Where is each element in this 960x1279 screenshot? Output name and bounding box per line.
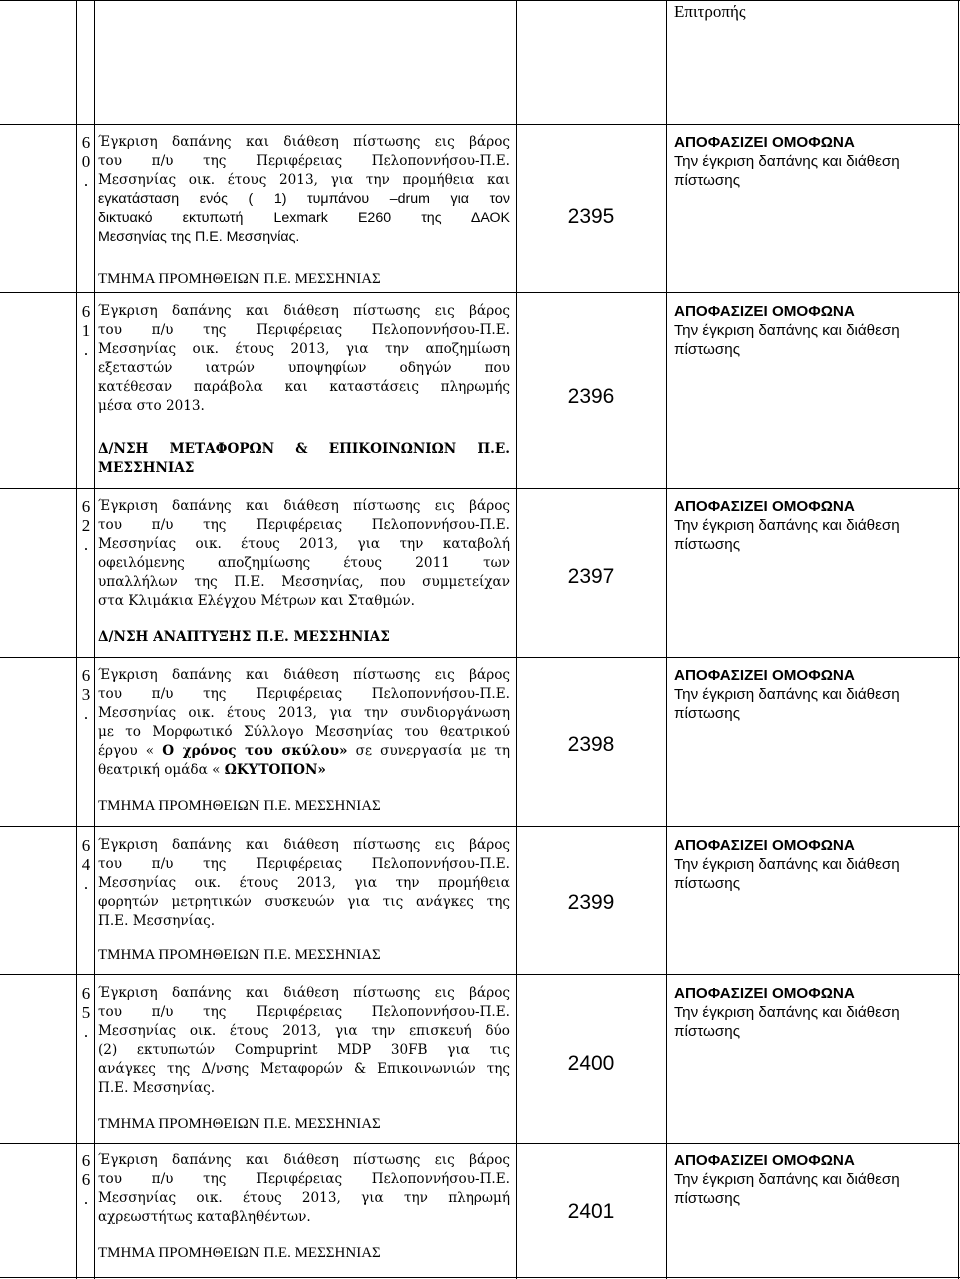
item-description bbox=[98, 302, 510, 416]
row-number bbox=[80, 302, 92, 359]
row-number bbox=[80, 666, 92, 723]
description-line: Μεσσηνίας οικ. έτους 2013, για την καταβολή bbox=[98, 536, 510, 552]
vote-result: ΑΠΟΦΑΣΙΖΕΙ ΟΜΟΦΩΝΑ bbox=[674, 303, 855, 320]
approval-line: πίστωσης bbox=[674, 1190, 741, 1207]
responsible-department: ΤΜΗΜΑ ΠΡΟΜΗΘΕΙΩΝ Π.Ε. ΜΕΣΣΗΝΙΑΣ bbox=[98, 1116, 381, 1132]
row-number-digit: 1 bbox=[81, 321, 91, 340]
vote-result: ΑΠΟΦΑΣΙΖΕΙ ΟΜΟΦΩΝΑ bbox=[674, 667, 855, 684]
row-number-digit: 0 bbox=[81, 152, 91, 171]
row-number bbox=[80, 133, 92, 190]
row-divider bbox=[0, 826, 960, 827]
table-border-number bbox=[94, 0, 95, 1279]
decision-text bbox=[674, 1151, 958, 1208]
description-line: του π/υ της Περιφέρειας Πελοποννήσου-Π.Ε. bbox=[98, 322, 510, 338]
decision-number: 2400 bbox=[567, 1052, 615, 1075]
row-number-digit: . bbox=[83, 1189, 89, 1208]
row-number-digit: . bbox=[83, 704, 89, 723]
decision-number: 2395 bbox=[567, 205, 615, 228]
description-line: του π/υ της Περιφέρειας Πελοποννήσου-Π.Ε. bbox=[98, 153, 510, 169]
approval-line: πίστωσης bbox=[674, 875, 741, 892]
vote-result: ΑΠΟΦΑΣΙΖΕΙ ΟΜΟΦΩΝΑ bbox=[674, 1152, 855, 1169]
description-line: εξεταστών ιατρών υποψηφίων οδηγών που bbox=[98, 360, 510, 376]
approval-line: πίστωσης bbox=[674, 705, 741, 722]
description-line: εγκατάσταση ενός ( 1) τυμπάνου –drum για τον bbox=[98, 191, 510, 207]
responsible-department: ΤΜΗΜΑ ΠΡΟΜΗΘΕΙΩΝ Π.Ε. ΜΕΣΣΗΝΙΑΣ bbox=[98, 798, 381, 814]
decision-number: 2401 bbox=[567, 1200, 615, 1223]
row-divider bbox=[0, 657, 960, 658]
vote-result: ΑΠΟΦΑΣΙΖΕΙ ΟΜΟΦΩΝΑ bbox=[674, 985, 855, 1002]
table-border-description bbox=[516, 0, 517, 1279]
description-line: Μεσσηνίας οικ. έτους 2013, για την πληρωμή bbox=[98, 1190, 510, 1206]
description-line: Μεσσηνίας οικ. έτους 2013, για την αποζημίωση bbox=[98, 341, 510, 357]
theatre-group: ΩΚΥΤΟΠΟΝ» bbox=[224, 762, 326, 778]
description-line: (2) εκτυπωτών Compuprint MDP 30FB για τις bbox=[98, 1042, 510, 1058]
approval-line: πίστωσης bbox=[674, 341, 741, 358]
row-number-digit: 2 bbox=[81, 516, 91, 535]
description-line: Μεσσηνίας οικ. έτους 2013, για την προμήθεια και bbox=[98, 172, 510, 188]
decision-text bbox=[674, 497, 958, 554]
description-line: μέσα στο 2013. bbox=[98, 398, 205, 414]
decision-number: 2397 bbox=[567, 565, 615, 588]
description-line: Έγκριση δαπάνης και διάθεση πίστωσης εις βάρος bbox=[98, 303, 510, 319]
description-line: Έγκριση δαπάνης και διάθεση πίστωσης εις βάρος bbox=[98, 667, 510, 683]
decision-number: 2398 bbox=[567, 733, 615, 756]
row-divider bbox=[0, 124, 960, 125]
description-line: με το Μορφωτικό Σύλλογο Μεσσηνίας του θεατρικού bbox=[98, 724, 510, 740]
responsible-department: Δ/ΝΣΗ ΑΝΑΠΤΥΞΗΣ Π.Ε. ΜΕΣΣΗΝΙΑΣ bbox=[98, 629, 390, 645]
play-title: Ο χρόνος του σκύλου» bbox=[162, 743, 348, 759]
row-number-digit: . bbox=[83, 535, 89, 554]
row-number-digit: 6 bbox=[81, 836, 91, 855]
description-line: θεατρική ομάδα « ΩΚΥΤΟΠΟΝ» bbox=[98, 762, 326, 778]
row-number bbox=[80, 984, 92, 1041]
row-number-digit: 5 bbox=[81, 1003, 91, 1022]
description-line: Μεσσηνίας οικ. έτους 2013, για την συνδιοργάνωση bbox=[98, 705, 510, 721]
approval-line: Την έγκριση δαπάνης και διάθεση bbox=[674, 153, 900, 170]
decision-text bbox=[674, 302, 958, 359]
item-description bbox=[98, 984, 510, 1098]
approval-line: Την έγκριση δαπάνης και διάθεση bbox=[674, 322, 900, 339]
description-line: του π/υ της Περιφέρειας Πελοποννήσου-Π.Ε. bbox=[98, 686, 510, 702]
vote-result: ΑΠΟΦΑΣΙΖΕΙ ΟΜΟΦΩΝΑ bbox=[674, 837, 855, 854]
description-line: Έγκριση δαπάνης και διάθεση πίστωσης εις βάρος bbox=[98, 134, 510, 150]
row-number-digit: 6 bbox=[81, 497, 91, 516]
decision-text bbox=[674, 666, 958, 723]
row-number-digit: 4 bbox=[81, 855, 91, 874]
table-border-left bbox=[76, 0, 77, 1279]
description-line: αχρεωστήτως καταβληθέντων. bbox=[98, 1209, 311, 1225]
row-number-digit: 6 bbox=[81, 666, 91, 685]
row-number-digit: . bbox=[83, 171, 89, 190]
row-number-digit: 6 bbox=[81, 302, 91, 321]
item-description bbox=[98, 1151, 510, 1227]
row-divider bbox=[0, 1277, 960, 1278]
item-description bbox=[98, 666, 510, 780]
description-line: Έγκριση δαπάνης και διάθεση πίστωσης εις βάρος bbox=[98, 498, 510, 514]
responsible-department: ΤΜΗΜΑ ΠΡΟΜΗΘΕΙΩΝ Π.Ε. ΜΕΣΣΗΝΙΑΣ bbox=[98, 947, 381, 963]
approval-line: πίστωσης bbox=[674, 536, 741, 553]
responsible-department: ΤΜΗΜΑ ΠΡΟΜΗΘΕΙΩΝ Π.Ε. ΜΕΣΣΗΝΙΑΣ bbox=[98, 1245, 381, 1261]
row-number-digit: . bbox=[83, 340, 89, 359]
item-description bbox=[98, 497, 510, 611]
item-description bbox=[98, 133, 510, 247]
row-number-digit: 6 bbox=[81, 1170, 91, 1189]
decision-text bbox=[674, 984, 958, 1041]
description-line: δικτυακό εκτυπωτή Lexmark E260 της ΔΑΟΚ bbox=[98, 210, 510, 226]
row-divider bbox=[0, 974, 960, 975]
item-description bbox=[98, 836, 510, 931]
decision-text bbox=[674, 133, 958, 190]
row-number bbox=[80, 1151, 92, 1208]
description-line: φορητών μετρητικών συσκευών για τις ανάγκες της bbox=[98, 894, 510, 910]
committee-header: Επιτροπής bbox=[674, 2, 746, 21]
row-divider bbox=[0, 0, 960, 1]
description-line: έργου « Ο χρόνος του σκύλου» σε συνεργασία με τη bbox=[98, 743, 510, 759]
responsible-department: Δ/ΝΣΗ ΜΕΤΑΦΟΡΩΝ & ΕΠΙΚΟΙΝΩΝΙΩΝ Π.Ε. ΜΕΣΣΗΝΙΑΣ bbox=[98, 441, 510, 476]
approval-line: Την έγκριση δαπάνης και διάθεση bbox=[674, 856, 900, 873]
description-line: του π/υ της Περιφέρειας Πελοποννήσου-Π.Ε. bbox=[98, 1004, 510, 1020]
row-divider bbox=[0, 292, 960, 293]
row-number bbox=[80, 836, 92, 893]
description-line: του π/υ της Περιφέρειας Πελοποννήσου-Π.Ε. bbox=[98, 856, 510, 872]
description-line: Μεσσηνίας οικ. έτους 2013, για την επισκευή δύο bbox=[98, 1023, 510, 1039]
description-line: Έγκριση δαπάνης και διάθεση πίστωσης εις βάρος bbox=[98, 985, 510, 1001]
approval-line: Την έγκριση δαπάνης και διάθεση bbox=[674, 517, 900, 534]
vote-result: ΑΠΟΦΑΣΙΖΕΙ ΟΜΟΦΩΝΑ bbox=[674, 498, 855, 515]
description-line: ανάγκες της Δ/νσης Μεταφορών & Επικοινωνιών της bbox=[98, 1061, 510, 1077]
approval-line: Την έγκριση δαπάνης και διάθεση bbox=[674, 686, 900, 703]
approval-line: πίστωσης bbox=[674, 1023, 741, 1040]
description-line: κατέθεσαν παράβολα και καταστάσεις πληρωμής bbox=[98, 379, 510, 395]
row-number bbox=[80, 497, 92, 554]
decision-number: 2396 bbox=[567, 385, 615, 408]
description-line: οφειλόμενης αποζημίωσης έτους 2011 των bbox=[98, 555, 510, 571]
row-number-digit: . bbox=[83, 874, 89, 893]
approval-line: Την έγκριση δαπάνης και διάθεση bbox=[674, 1004, 900, 1021]
vote-result: ΑΠΟΦΑΣΙΖΕΙ ΟΜΟΦΩΝΑ bbox=[674, 134, 855, 151]
description-line: Π.Ε. Μεσσηνίας. bbox=[98, 1080, 216, 1096]
approval-line: πίστωσης bbox=[674, 172, 741, 189]
responsible-department: ΤΜΗΜΑ ΠΡΟΜΗΘΕΙΩΝ Π.Ε. ΜΕΣΣΗΝΙΑΣ bbox=[98, 271, 381, 287]
row-number-digit: 3 bbox=[81, 685, 91, 704]
row-divider bbox=[0, 1143, 960, 1144]
description-line: στα Κλιμάκια Ελέγχου Μέτρων και Σταθμών. bbox=[98, 593, 415, 609]
decision-text bbox=[674, 836, 958, 893]
table-border-right bbox=[958, 0, 959, 1279]
description-line: του π/υ της Περιφέρειας Πελοποννήσου-Π.Ε. bbox=[98, 517, 510, 533]
row-divider bbox=[0, 488, 960, 489]
row-number-digit: 6 bbox=[81, 984, 91, 1003]
row-number-digit: . bbox=[83, 1022, 89, 1041]
description-line: Έγκριση δαπάνης και διάθεση πίστωσης εις βάρος bbox=[98, 837, 510, 853]
description-line: του π/υ της Περιφέρειας Πελοποννήσου-Π.Ε. bbox=[98, 1171, 510, 1187]
description-line: υπαλλήλων της Π.Ε. Μεσσηνίας, που συμμετείχαν bbox=[98, 574, 510, 590]
description-line: Έγκριση δαπάνης και διάθεση πίστωσης εις βάρος bbox=[98, 1152, 510, 1168]
row-number-digit: 6 bbox=[81, 1151, 91, 1170]
description-line: Μεσσηνίας της Π.Ε. Μεσσηνίας. bbox=[98, 229, 300, 245]
description-line: Μεσσηνίας οικ. έτους 2013, για την προμήθεια bbox=[98, 875, 510, 891]
row-number-digit: 6 bbox=[81, 133, 91, 152]
table-border-decision bbox=[666, 0, 667, 1279]
description-line: Π.Ε. Μεσσηνίας. bbox=[98, 913, 216, 929]
decision-number: 2399 bbox=[567, 891, 615, 914]
approval-line: Την έγκριση δαπάνης και διάθεση bbox=[674, 1171, 900, 1188]
